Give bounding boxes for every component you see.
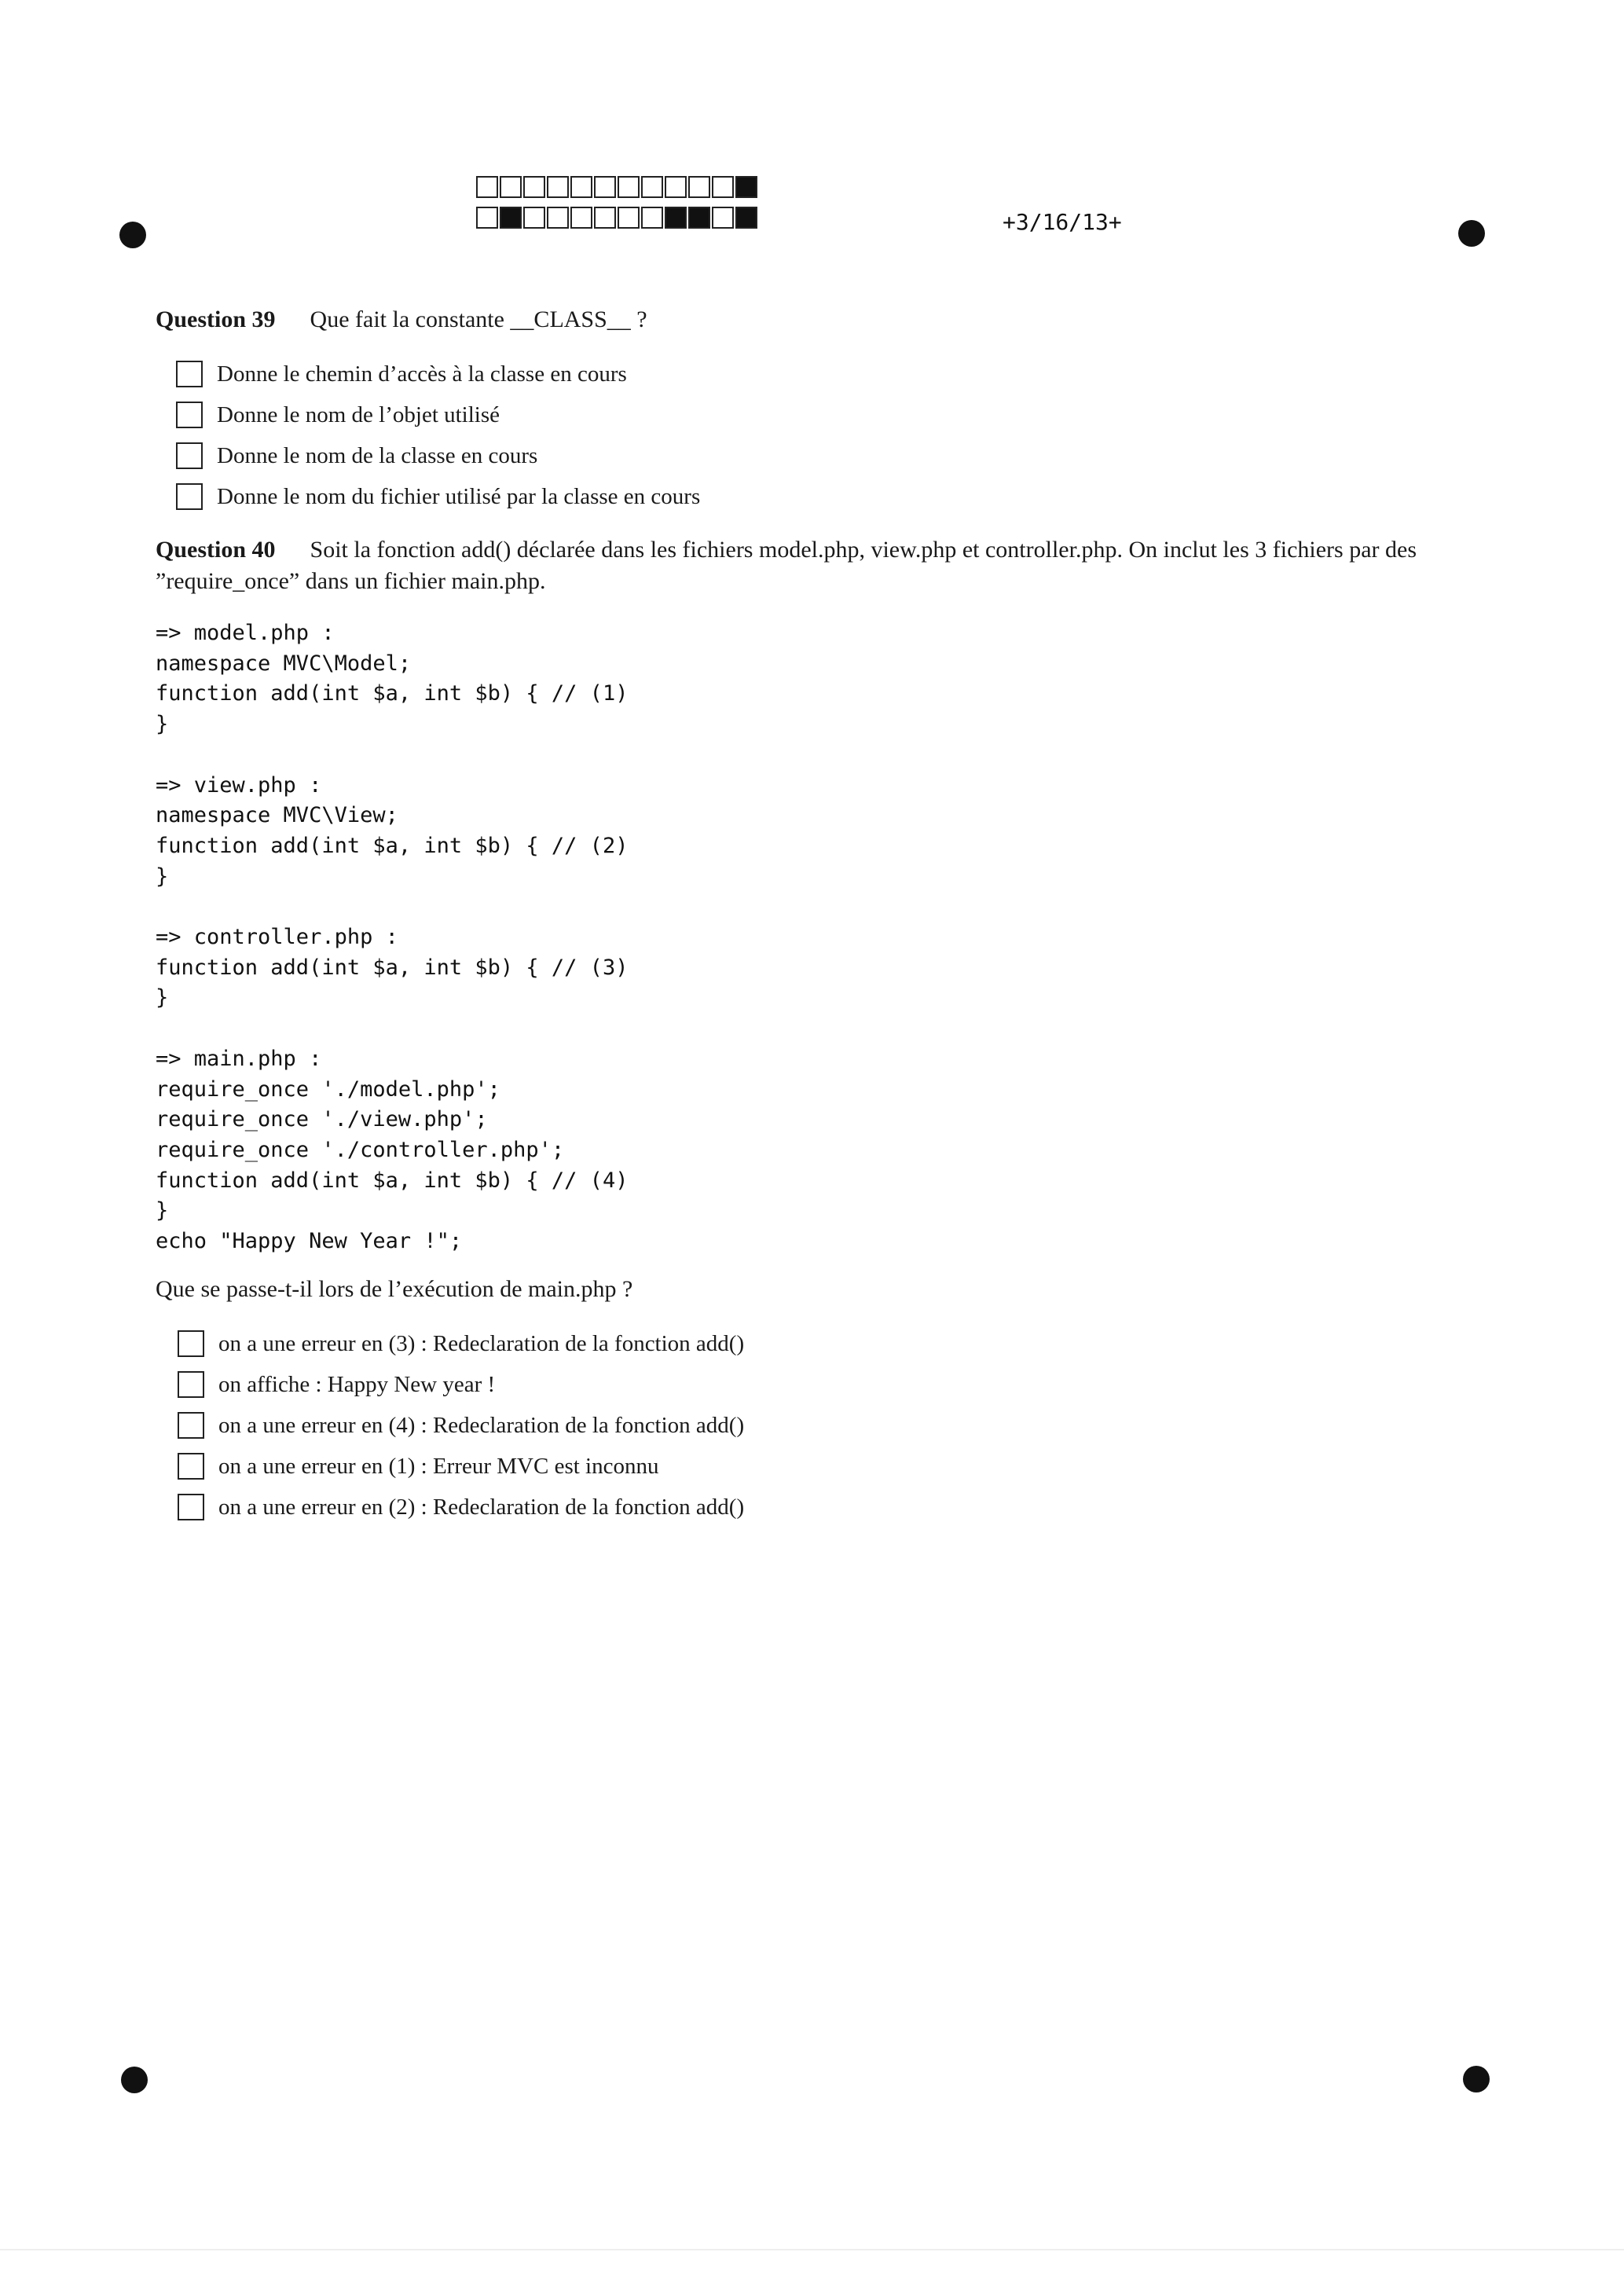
- answer-checkbox[interactable]: [176, 361, 203, 387]
- option-label: Donne le nom de l’objet utilisé: [217, 402, 500, 427]
- id-bit-empty: [476, 207, 498, 229]
- id-bit-empty: [641, 207, 663, 229]
- id-bit-empty: [547, 207, 569, 229]
- id-bit-empty: [665, 176, 687, 198]
- option-item: [176, 394, 700, 435]
- id-bit-empty: [547, 176, 569, 198]
- registration-mark-bottom-right: [1463, 2066, 1490, 2092]
- option-item: [176, 476, 700, 517]
- id-bit-empty: [618, 207, 640, 229]
- id-bit-empty: [641, 176, 663, 198]
- option-label: on a une erreur en (3) : Redeclaration de la fonction add(): [218, 1330, 745, 1356]
- question-39-text: Que fait la constante __CLASS__ ?: [310, 306, 647, 332]
- id-bit-empty: [594, 176, 616, 198]
- question-40-options: [178, 1323, 744, 1528]
- option-item: [176, 354, 700, 394]
- id-bit-empty: [476, 176, 498, 198]
- option-label: on affiche : Happy New year !: [218, 1371, 496, 1397]
- id-bit-filled: [735, 176, 757, 198]
- registration-mark-top-right: [1458, 220, 1485, 247]
- answer-checkbox[interactable]: [178, 1494, 204, 1520]
- option-label: on a une erreur en (2) : Redeclaration de la fonction add(): [218, 1494, 745, 1520]
- id-bit-empty: [570, 176, 592, 198]
- id-bit-empty: [618, 176, 640, 198]
- answer-checkbox[interactable]: [178, 1412, 204, 1439]
- option-item: [178, 1323, 744, 1364]
- id-bit-empty: [523, 176, 545, 198]
- option-item: [176, 435, 700, 476]
- option-label: Donne le nom de la classe en cours: [217, 442, 538, 468]
- option-label: Donne le nom du fichier utilisé par la classe en cours: [217, 483, 701, 509]
- question-39-number: Question 39: [156, 306, 276, 332]
- question-40-number: Question 40: [156, 537, 276, 563]
- registration-mark-bottom-left: [121, 2067, 148, 2093]
- option-item: [178, 1487, 744, 1528]
- answer-checkbox[interactable]: [176, 483, 203, 510]
- id-bit-empty: [712, 176, 734, 198]
- question-40-prompt: Que se passe-t-il lors de l’exécution de main.php ?: [156, 1276, 633, 1302]
- answer-checkbox[interactable]: [176, 402, 203, 428]
- id-bit-filled: [500, 207, 522, 229]
- id-bit-empty: [500, 176, 522, 198]
- id-bit-filled: [688, 207, 710, 229]
- question-40-heading: [156, 534, 1476, 597]
- code-listing: => model.php : namespace MVC\Model; function add(int $a, int $b) { // (1) } => view.php : namespace MVC\View; function add(int $a, int $b) { // (2) } => controller.php : function add(int $a, int $b) { // (3) } => main.php : require_once './model.php'; require_once './view.php'; require_once './controller.php'; function add(int $a, int $b) { // (4) } echo "Happy New Year !";: [156, 621, 629, 1254]
- option-item: [178, 1446, 744, 1487]
- option-item: [178, 1364, 744, 1405]
- option-item: [178, 1405, 744, 1446]
- registration-mark-top-left: [119, 222, 146, 248]
- option-label: on a une erreur en (1) : Erreur MVC est inconnu: [218, 1453, 659, 1479]
- id-bit-filled: [665, 207, 687, 229]
- answer-checkbox[interactable]: [178, 1330, 204, 1357]
- id-bit-empty: [712, 207, 734, 229]
- answer-checkbox[interactable]: [178, 1371, 204, 1398]
- answer-checkbox[interactable]: [178, 1453, 204, 1480]
- question-40-text: Soit la fonction add() déclarée dans les fichiers model.php, view.php et controller.php. On inclut les 3 fichiers par des ”require_once” dans un fichier main.php.: [156, 537, 1417, 594]
- option-label: on a une erreur en (4) : Redeclaration de la fonction add(): [218, 1412, 745, 1438]
- id-code-row-2: [476, 207, 759, 229]
- question-39-options: [176, 354, 700, 517]
- scan-edge-line: [0, 2249, 1624, 2250]
- id-bit-empty: [594, 207, 616, 229]
- page-code: +3/16/13+: [1003, 209, 1122, 235]
- id-bit-empty: [570, 207, 592, 229]
- id-bit-empty: [523, 207, 545, 229]
- id-code-row-1: [476, 176, 759, 198]
- answer-checkbox[interactable]: [176, 442, 203, 469]
- option-label: Donne le chemin d’accès à la classe en cours: [217, 361, 627, 387]
- question-39-heading: [156, 304, 647, 336]
- id-bit-empty: [688, 176, 710, 198]
- id-bit-filled: [735, 207, 757, 229]
